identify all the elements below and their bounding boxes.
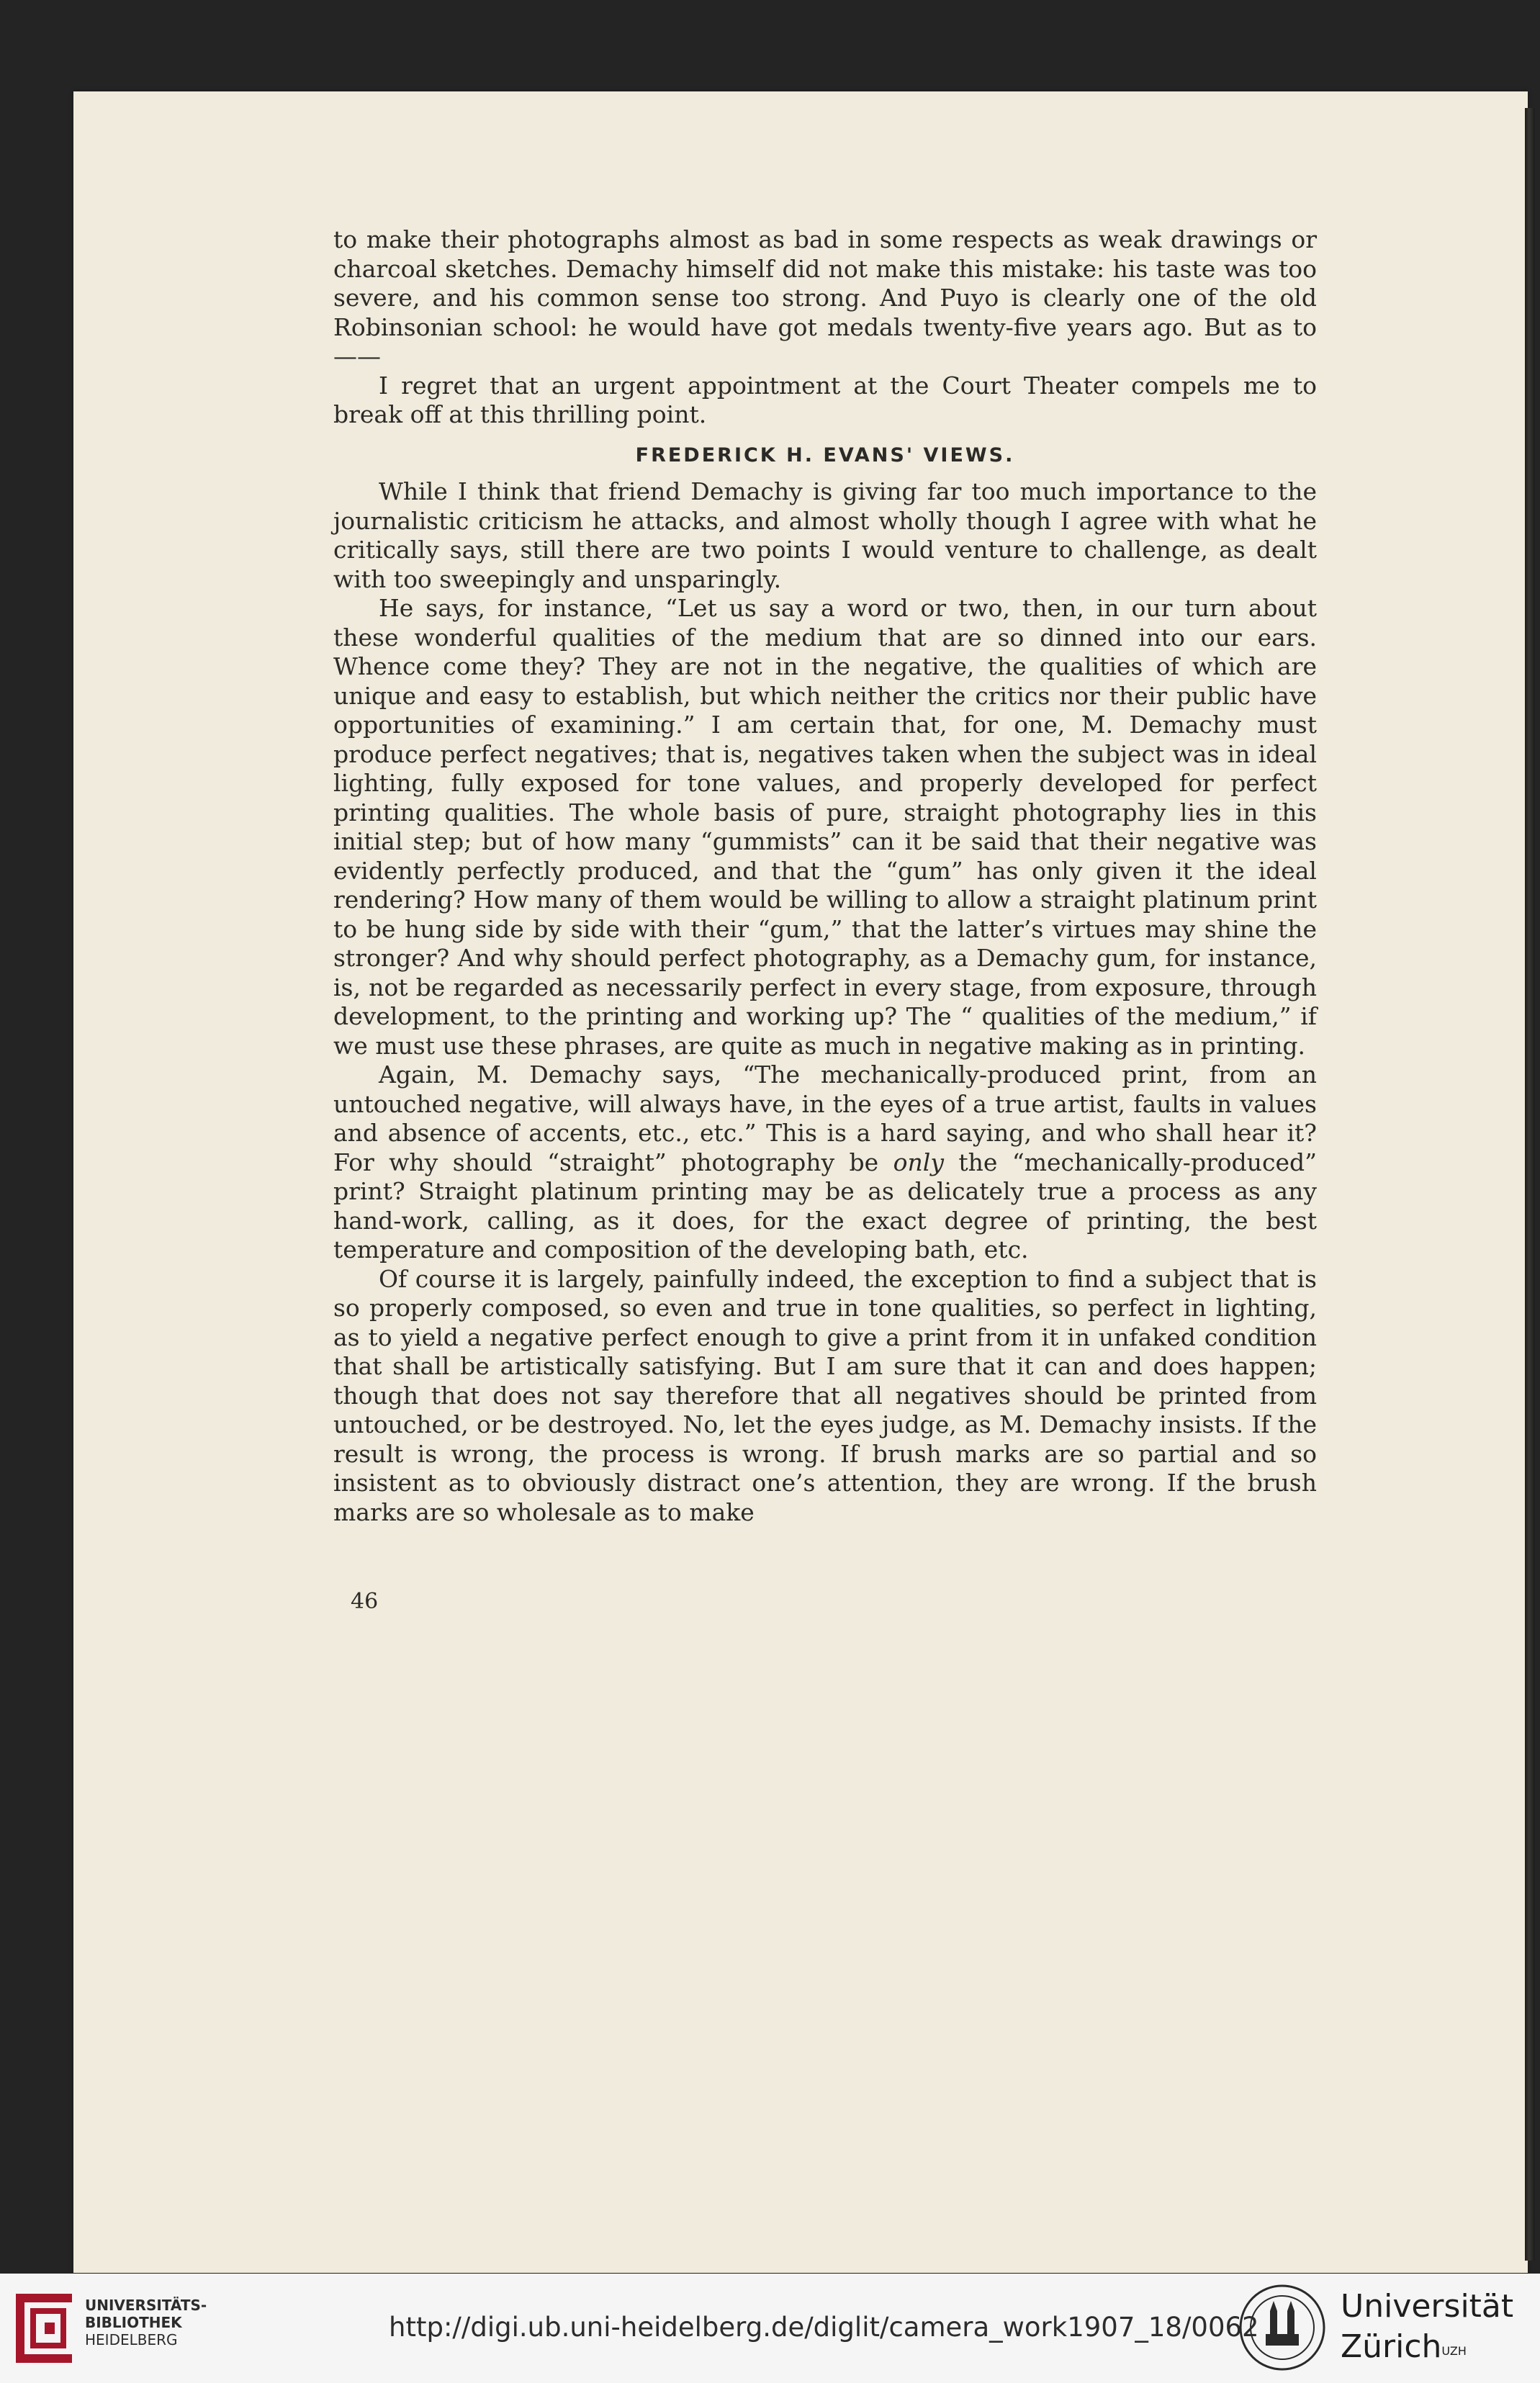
paragraph-of-course: Of course it is largely, painfully indeed, the exception to find a subject that is so properly composed, so even and true in tone qualities, so perfect in lighting, as to yield a negative perfect enough to give a print from it in unfaked condition that shall be artistically satisfying. But I am sure that it can and does happen; though that does not say therefore that all negatives should be printed from untouched, or be destroyed. No, let the eyes judge, as M. Demachy insists. If the result is wrong, the process is wrong. If brush marks are so partial and so insistent as to obviously distract one’s attention, they are wrong. If the brush marks are so wholesale as to make <box>333 1264 1317 1526</box>
library-line-2: BIBLIOTHEK <box>85 2314 182 2331</box>
library-name <box>85 2297 207 2348</box>
page-text <box>333 225 1317 1527</box>
permalink-url[interactable]: http://digi.ub.uni-heidelberg.de/diglit/camera_work1907_18/0062 <box>389 2312 1259 2343</box>
ub-heidelberg-logo-icon <box>16 2294 72 2363</box>
paragraph-again-part-a: Again, M. Demachy says, “The mechanically-produced print, from an untouched negative, will always have, in the eyes of a true artist, faults in values and absence of accents, etc., etc.” This is a hard saying, and who shall hear it? For why should “straight” photography be <box>333 1060 1317 1176</box>
paragraph-regret: I regret that an urgent appointment at the Court Theater compels me to break off at this thrilling point. <box>333 371 1317 428</box>
paragraph-while: While I think that friend Demachy is giving far too much importance to the journalistic criticism he attacks, and almost wholly though I agree with what he critically says, still there are two points I would venture to challenge, as dealt with too sweepingly and unsparingly. <box>333 477 1317 593</box>
uzh-line-2 <box>1341 2327 1513 2367</box>
library-line-3: HEIDELBERG <box>85 2331 178 2348</box>
page-edge <box>1525 108 1535 2261</box>
page-number: 46 <box>351 1589 379 1614</box>
paragraph-he-says: He says, for instance, “Let us say a word or two, then, in our turn about these wonderful qualities of the medium that are so dinned into our ears. Whence come they? They are not in the negative, the qualities of which are unique and easy to establish, but which neither the critics nor their public have opportunities of examining.” I am certain that, for one, M. Demachy must produce perfect negatives; that is, negatives taken when the subject was in ideal lighting, fully exposed for tone values, and properly developed for perfect printing qualities. The whole basis of pure, straight photography lies in this initial step; but of how many “gummists” can it be said that their negative was evidently perfectly produced, and that the “gum” has only given it the ideal rendering? How many of them would be willing to allow a straight platinum print to be hung side by side with their “gum,” that the latter’s virtues may shine the stronger? And why should perfect photography, as a Demachy gum, for instance, is, not be regarded as necessarily perfect in every stage, from exposure, through development, to the printing and working up? The “ qualities of the medium,” if we must use these phrases, are quite as much in negative making as in printing. <box>333 594 1317 1060</box>
uzh-name <box>1341 2287 1513 2367</box>
uzh-seal-icon <box>1238 2284 1326 2371</box>
uzh-line-1: Universität <box>1341 2288 1514 2325</box>
uzh-superscript: UZH <box>1441 2344 1467 2358</box>
paragraph-continued: to make their photographs almost as bad in some respects as weak drawings or charcoal sketches. Demachy himself did not make this mistake: his taste was too severe, and his common sense too strong. And Puyo is clearly one of the old Robinsonian school: he would have got medals twenty-five years ago. But as to—— <box>333 225 1317 370</box>
library-line-1: UNIVERSITÄTS- <box>85 2297 207 2314</box>
uzh-zurich: Zürich <box>1341 2328 1442 2365</box>
paragraph-again-part-b: the “mechanically-produced” print? Straight platinum printing may be as delicately true a process as any hand-work, calling, as it does, for the exact degree of printing, the best temperature and composition of the developing bath, etc. <box>333 1148 1317 1263</box>
emphasis-only: only <box>893 1148 944 1176</box>
footer-bar <box>0 2274 1540 2383</box>
section-heading: FREDERICK H. EVANS' VIEWS. <box>635 443 1015 467</box>
paragraph-again <box>333 1060 1317 1265</box>
